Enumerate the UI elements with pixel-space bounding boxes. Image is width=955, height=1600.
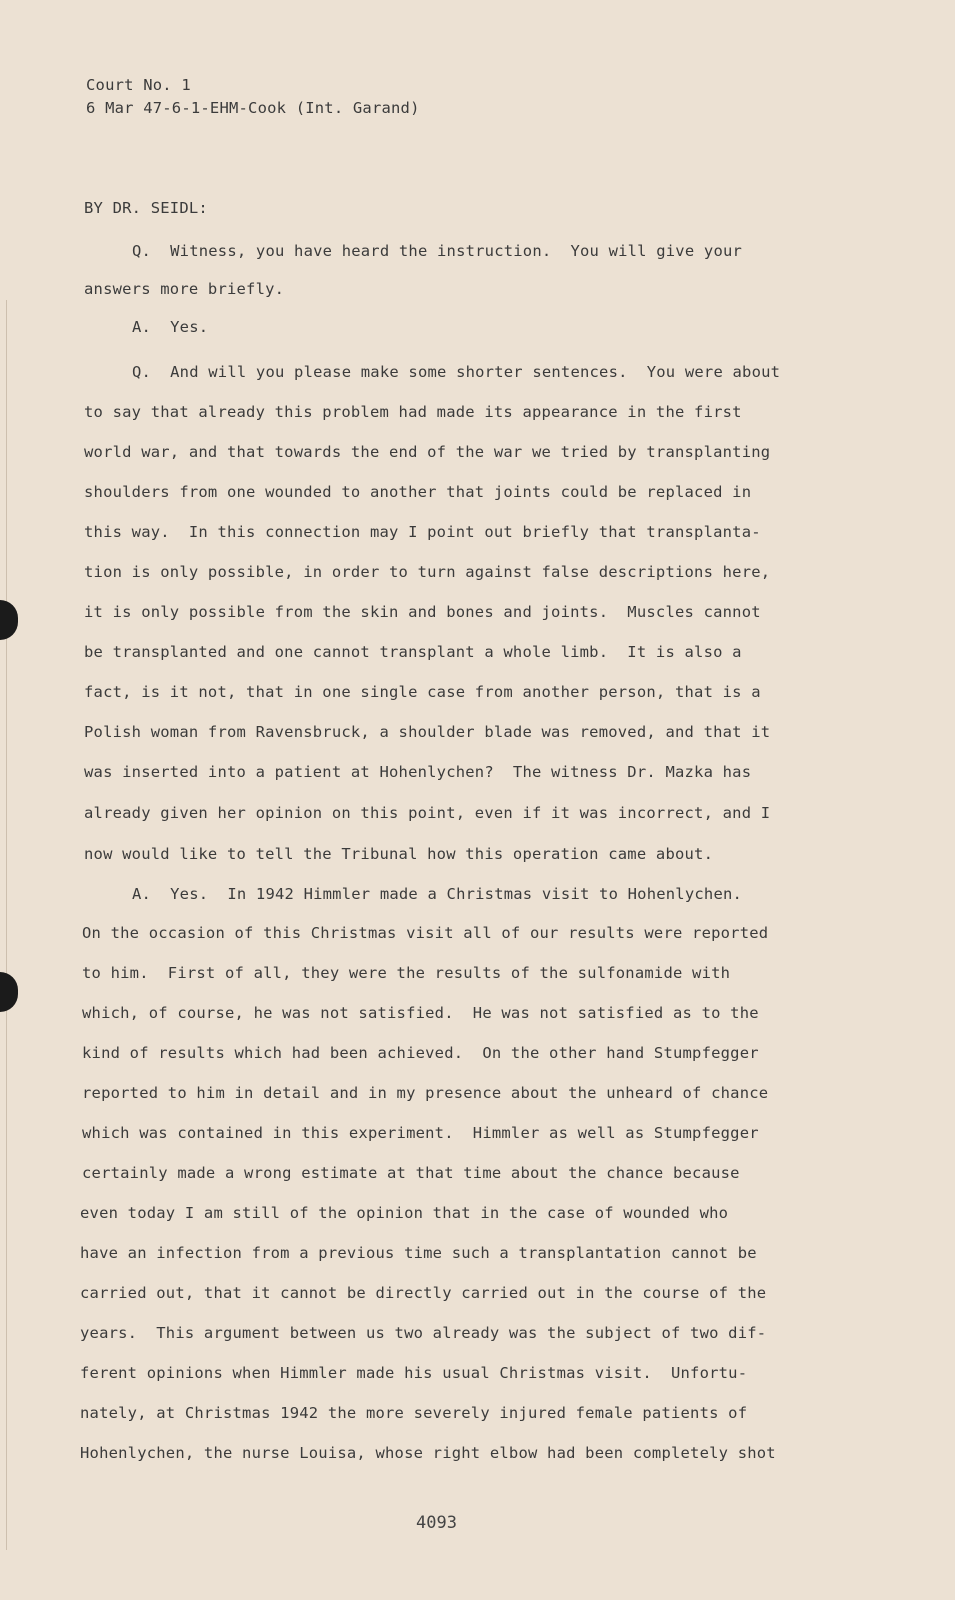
- binding-hole-upper: [0, 600, 18, 640]
- transcript-line: nately, at Christmas 1942 the more severely injured female patients of: [80, 1404, 748, 1422]
- transcript-line: answers more briefly.: [84, 280, 285, 298]
- transcript-line: fact, is it not, that in one single case from another person, that is a: [84, 683, 761, 701]
- transcript-line: it is only possible from the skin and bones and joints. Muscles cannot: [84, 603, 761, 621]
- transcript-line: was inserted into a patient at Hohenlychen? The witness Dr. Mazka has: [84, 763, 752, 781]
- transcript-line: already given her opinion on this point, even if it was incorrect, and I: [84, 804, 771, 822]
- transcript-line: shoulders from one wounded to another that joints could be replaced in: [84, 483, 752, 501]
- transcript-line: Hohenlychen, the nurse Louisa, whose right elbow had been completely shot: [80, 1444, 776, 1462]
- transcript-line: to him. First of all, they were the results of the sulfonamide with: [82, 964, 731, 982]
- transcript-line: certainly made a wrong estimate at that time about the chance because: [82, 1164, 740, 1182]
- transcript-line: ferent opinions when Himmler made his usual Christmas visit. Unfortu-: [80, 1364, 748, 1382]
- transcript-line: kind of results which had been achieved. On the other hand Stumpfegger: [82, 1044, 759, 1062]
- transcript-line: carried out, that it cannot be directly carried out in the course of the: [80, 1284, 767, 1302]
- transcript-line: this way. In this connection may I point out briefly that transplanta-: [84, 523, 761, 541]
- transcript-line: to say that already this problem had made its appearance in the first: [84, 403, 742, 421]
- transcript-line: On the occasion of this Christmas visit all of our results were reported: [82, 924, 769, 942]
- document-reference: 6 Mar 47-6-1-EHM-Cook (Int. Garand): [86, 99, 420, 117]
- transcript-line: have an infection from a previous time such a transplantation cannot be: [80, 1244, 757, 1262]
- court-number: Court No. 1: [86, 76, 191, 94]
- transcript-line: years. This argument between us two already was the subject of two dif-: [80, 1324, 767, 1342]
- transcript-line: now would like to tell the Tribunal how this operation came about.: [84, 845, 714, 863]
- transcript-line: Q. Witness, you have heard the instruction. You will give your: [132, 242, 743, 260]
- transcript-line: even today I am still of the opinion that in the case of wounded who: [80, 1204, 729, 1222]
- binding-hole-lower: [0, 972, 18, 1012]
- transcript-line: which was contained in this experiment. Himmler as well as Stumpfegger: [82, 1124, 759, 1142]
- speaker-heading: BY DR. SEIDL:: [84, 199, 208, 217]
- page-number: 4093: [416, 1513, 457, 1533]
- transcript-line: be transplanted and one cannot transplant a whole limb. It is also a: [84, 643, 742, 661]
- transcript-line: A. Yes.: [132, 318, 209, 336]
- transcript-line: reported to him in detail and in my presence about the unheard of chance: [82, 1084, 769, 1102]
- transcript-line: Polish woman from Ravensbruck, a shoulder blade was removed, and that it: [84, 723, 771, 741]
- page-edge: [6, 300, 7, 1550]
- transcript-line: world war, and that towards the end of the war we tried by transplanting: [84, 443, 771, 461]
- transcript-line: which, of course, he was not satisfied. He was not satisfied as to the: [82, 1004, 759, 1022]
- transcript-line: A. Yes. In 1942 Himmler made a Christmas visit to Hohenlychen.: [132, 885, 743, 903]
- transcript-line: tion is only possible, in order to turn against false descriptions here,: [84, 563, 771, 581]
- transcript-line: Q. And will you please make some shorter sentences. You were about: [132, 363, 781, 381]
